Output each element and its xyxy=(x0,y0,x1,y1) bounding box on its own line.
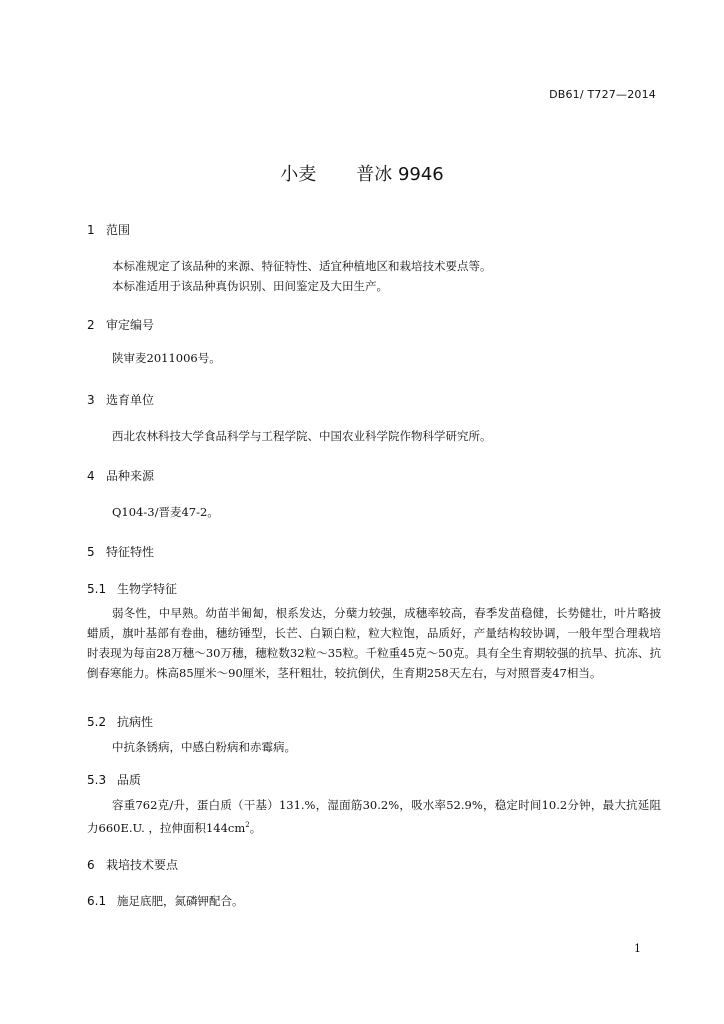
section-1-heading: 1 范围 xyxy=(87,223,131,237)
title-variety: 普冰 9946 xyxy=(356,164,444,185)
standard-code: DB61/ T727—2014 xyxy=(549,88,656,101)
section-4-heading: 4 品种来源 xyxy=(87,469,155,483)
section-6-1-heading: 6.1 施足底肥，氮磷钾配合。 xyxy=(87,894,244,908)
section-5-1-paragraph: 弱冬性，中早熟。幼苗半匍匐，根系发达，分蘖力较强，成穗率较高，春季发苗稳健，长势健壮，叶片略披蜡质，旗叶基部有卷曲，穗纺锤型，长芒、白颖白粒，粒大粒饱，品质好，产量结构较协调，一般年型合理栽培时表现为每亩28万穗～30万穗，穗粒数32粒～35粒。千粒重45克～50克。具有全生育期较强的抗旱、抗冻、抗倒春寒能力。株高85厘米～90厘米，茎秆粗壮，较抗倒伏，生育期258天左右，与对照晋麦47相当。 xyxy=(87,606,661,680)
section-5-3-paragraph: 容重762克/升，蛋白质（干基）131.%，湿面筋30.2%，吸水率52.9%，稳定时间10.2分钟，最大抗延阻力660E.U. ，拉伸面积$144cm^2$。 xyxy=(87,798,661,835)
page-number: 1 xyxy=(634,942,641,955)
section-1-paragraph-1: 本标准规定了该品种的来源、特征特性、适宜种植地区和栽培技术要点等。 xyxy=(112,259,492,273)
section-3-paragraph: 西北农林科技大学食品科学与工程学院、中国农业科学院作物科学研究所。 xyxy=(112,429,492,443)
section-2-heading: 2 审定编号 xyxy=(87,318,155,332)
page-title xyxy=(0,160,724,186)
section-5-heading: 5 特征特性 xyxy=(87,545,155,559)
section-2-paragraph: 陕审麦2011006号。 xyxy=(112,351,221,365)
section-5-2-heading: 5.2 抗病性 xyxy=(87,715,154,729)
section-5-1-heading: 5.1 生物学特征 xyxy=(87,582,178,596)
section-4-paragraph: Q104-3/晋麦47-2。 xyxy=(112,505,219,519)
section-1-paragraph-2: 本标准适用于该品种真伪识别、田间鉴定及大田生产。 xyxy=(112,279,388,293)
title-crop: 小麦 xyxy=(280,164,317,185)
section-5-2-paragraph: 中抗条锈病，中感白粉病和赤霉病。 xyxy=(112,740,296,754)
section-3-heading: 3 选育单位 xyxy=(87,393,155,407)
section-5-3-heading: 5.3 品质 xyxy=(87,773,142,787)
superscript-2: 2 xyxy=(245,821,250,829)
section-6-heading: 6 栽培技术要点 xyxy=(87,858,179,872)
